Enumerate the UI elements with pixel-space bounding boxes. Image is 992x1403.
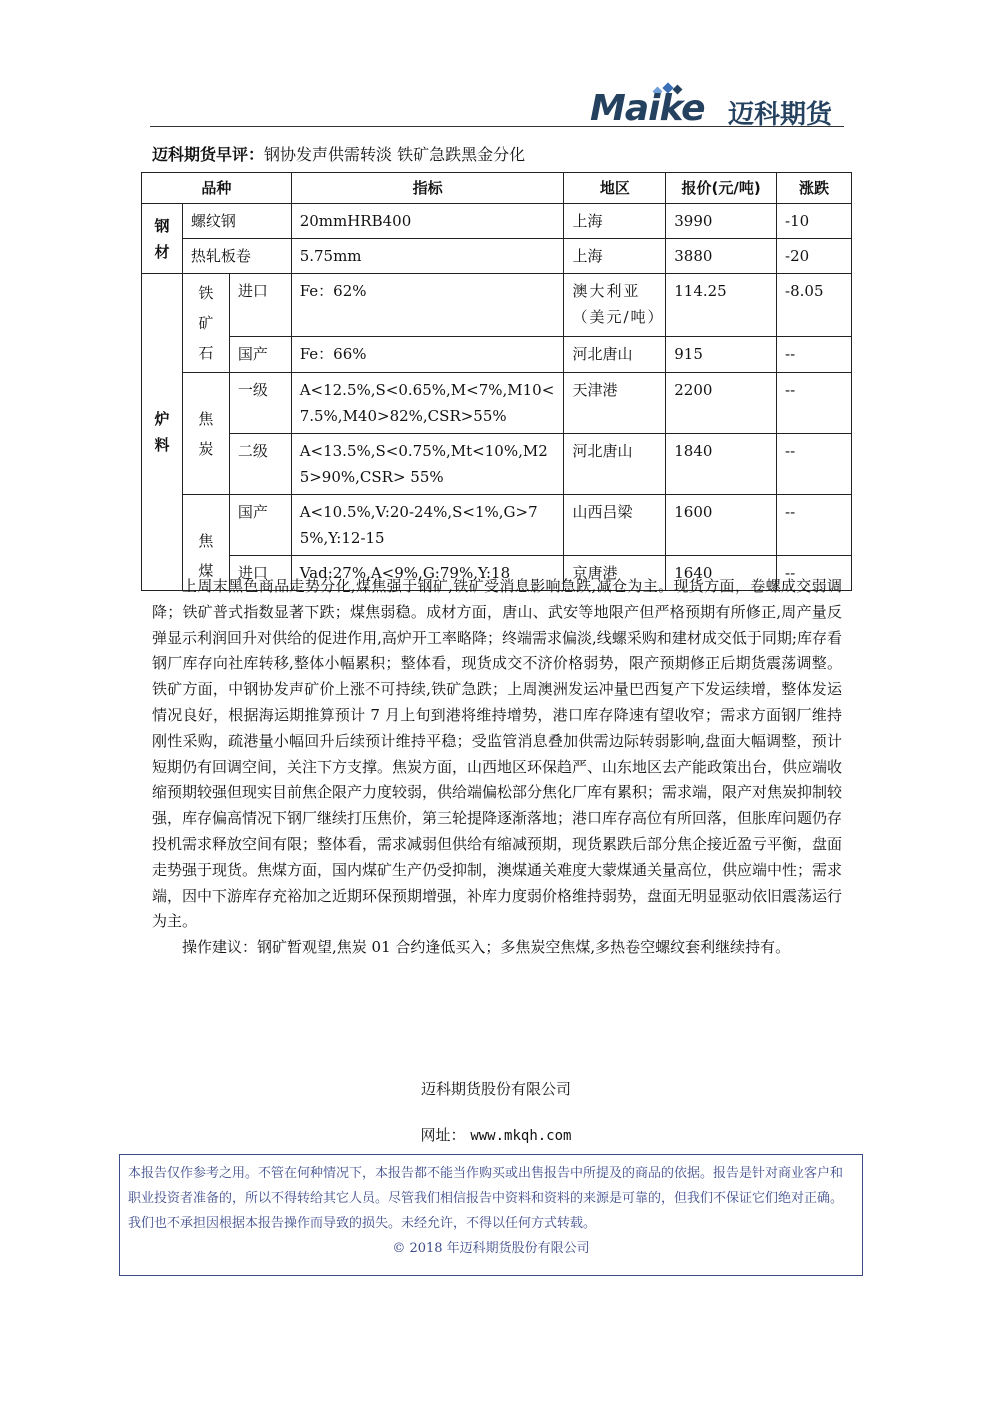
table-row <box>142 495 852 556</box>
disclaimer-box <box>119 1154 863 1276</box>
cell-region: 澳大利亚（美元/吨） <box>564 274 666 337</box>
disclaimer-text: 本报告仅作参考之用。不管在何种情况下，本报告都不能当作购买或出售报告中所提及的商品的依据。报告是针对商业客户和职业投资者准备的，所以不得转给其它人员。尽管我们相信报告中资料和资料的来源是可靠的，但我们不保证它们绝对正确。我们也不承担因根据本报告操作而导致的损失。未经允许，不得以任何方式转载。 <box>128 1166 844 1231</box>
cell-indicator: Fe：62% <box>291 274 564 337</box>
cell-sub: 进口 <box>229 556 291 591</box>
table-row <box>142 239 852 274</box>
cell-indicator: A<12.5%,S<0.65%,M<7%,M10<7.5%,M40>82%,CSR>55% <box>291 373 564 434</box>
cell-price: 1640 <box>666 556 777 591</box>
cell-name: 螺纹钢 <box>182 204 291 239</box>
cell-change: -8.05 <box>777 274 852 337</box>
cell-sub: 一级 <box>229 373 291 434</box>
cell-region: 京唐港 <box>564 556 666 591</box>
category-furnace: 炉料 <box>142 274 183 591</box>
cell-region: 山西吕梁 <box>564 495 666 556</box>
cell-region: 上海 <box>564 239 666 274</box>
cell-price: 1600 <box>666 495 777 556</box>
group-coking-coal: 焦煤 <box>182 495 229 591</box>
cell-indicator: A<10.5%,V:20-24%,S<1%,G>75%,Y:12-15 <box>291 495 564 556</box>
header-price: 报价(元/吨) <box>666 173 777 204</box>
cell-price: 3880 <box>666 239 777 274</box>
cell-indicator: Fe：66% <box>291 336 564 372</box>
cell-change: -- <box>777 336 852 372</box>
header-variety: 品种 <box>142 173 292 204</box>
cell-region: 河北唐山 <box>564 336 666 372</box>
cell-change: -- <box>777 373 852 434</box>
table-header-row <box>142 173 852 204</box>
market-commentary <box>152 574 842 961</box>
cell-price: 3990 <box>666 204 777 239</box>
cell-sub: 进口 <box>229 274 291 337</box>
cell-sub: 国产 <box>229 336 291 372</box>
maike-logo <box>590 80 850 130</box>
cell-price: 1840 <box>666 434 777 495</box>
logo-chinese-name: 迈科期货 <box>728 100 833 130</box>
cell-change: -10 <box>777 204 852 239</box>
table-row <box>142 274 852 337</box>
cell-change: -- <box>777 495 852 556</box>
group-iron-ore: 铁矿石 <box>182 274 229 373</box>
cell-change: -20 <box>777 239 852 274</box>
cell-region: 河北唐山 <box>564 434 666 495</box>
header-divider <box>150 126 844 127</box>
cell-price: 915 <box>666 336 777 372</box>
logo-wordmark: Maike <box>590 88 705 129</box>
website-link[interactable]: www.mkqh.com <box>470 1128 572 1144</box>
header-region: 地区 <box>564 173 666 204</box>
cell-indicator: 5.75mm <box>291 239 564 274</box>
category-steel: 钢材 <box>142 204 183 274</box>
cell-indicator: A<13.5%,S<0.75%,Mt<10%,M25>90%,CSR> 55% <box>291 434 564 495</box>
cell-region: 天津港 <box>564 373 666 434</box>
cell-indicator: 20mmHRB400 <box>291 204 564 239</box>
cell-change: -- <box>777 556 852 591</box>
report-title <box>152 142 525 165</box>
company-name: 迈科期货股份有限公司 <box>420 1080 571 1098</box>
cell-change: -- <box>777 434 852 495</box>
report-title-lead: 迈科期货早评： <box>152 145 265 164</box>
table-row <box>142 434 852 495</box>
table-row <box>142 336 852 372</box>
cell-price: 114.25 <box>666 274 777 337</box>
table-row <box>142 204 852 239</box>
group-coke: 焦炭 <box>182 373 229 495</box>
website-line <box>0 1124 992 1145</box>
cell-sub: 国产 <box>229 495 291 556</box>
cell-indicator: Vad:27%,A<9%,G:79%,Y:18 <box>291 556 564 591</box>
header-change: 涨跌 <box>777 173 852 204</box>
operation-advice: 操作建议：钢矿暂观望,焦炭 01 合约逢低买入；多焦炭空焦煤,多热卷空螺纹套利继续持有。 <box>182 938 791 957</box>
header-indicator: 指标 <box>291 173 564 204</box>
cell-region: 上海 <box>564 204 666 239</box>
commentary-paragraph: 上周末黑色商品走势分化,煤焦强于钢矿,铁矿受消息影响急跌,减仓为主。现货方面，卷螺成交弱调降；铁矿普式指数显著下跌；煤焦弱稳。成材方面，唐山、武安等地限产但严格预期有所修正,周产量反弹显示利润回升对供给的促进作用,高炉开工率略降；终端需求偏淡,线螺采购和建材成交低于同期;库存看钢厂库存向社库转移,整体小幅累积；整体看，现货成交不济价格弱势，限产预期修正后期货震荡调整。铁矿方面，中钢协发声矿价上涨不可持续,铁矿急跌；上周澳洲发运冲量巴西复产下发运续增，整体发运情况良好，根据海运期推算预计 7 月上旬到港将维持增势，港口库存降速有望收窄；需求方面钢厂维持刚性采购，疏港量小幅回升后续预计维持平稳；受监管消息叠加供需边际转弱影响,盘面大幅调整，预计短期仍有回调空间，关注下方支撑。焦炭方面，山西地区环保趋严、山东地区去产能政策出台，供应端收缩预期较强但现实目前焦企限产力度较弱，供给端偏松部分焦化厂库有累积；需求端，限产对焦炭抑制较强，库存偏高情况下钢厂继续打压焦价，第三轮提降逐渐落地；港口库存高位有所回落，但胀库问题仍存投机需求释放空间有限；整体看，需求减弱但供给有缩减预期，现货累跌后部分焦企接近盈亏平衡，盘面走势强于现货。焦煤方面，国内煤矿生产仍受抑制，澳煤通关难度大蒙煤通关量高位，供应端中性；需求端，因中下游库存充裕加之近期环保预期增强，补库力度弱价格维持弱势，盘面无明显驱动依旧震荡运行为主。 <box>152 577 843 931</box>
cell-price: 2200 <box>666 373 777 434</box>
cell-name: 热轧板卷 <box>182 239 291 274</box>
table-row <box>142 373 852 434</box>
report-title-text: 钢协发声供需转淡 铁矿急跌黑金分化 <box>264 145 526 164</box>
price-table <box>141 172 852 591</box>
website-label: 网址： <box>420 1126 466 1144</box>
copyright-notice: © 2018 年迈科期货股份有限公司 <box>392 1241 590 1256</box>
cell-sub: 二级 <box>229 434 291 495</box>
